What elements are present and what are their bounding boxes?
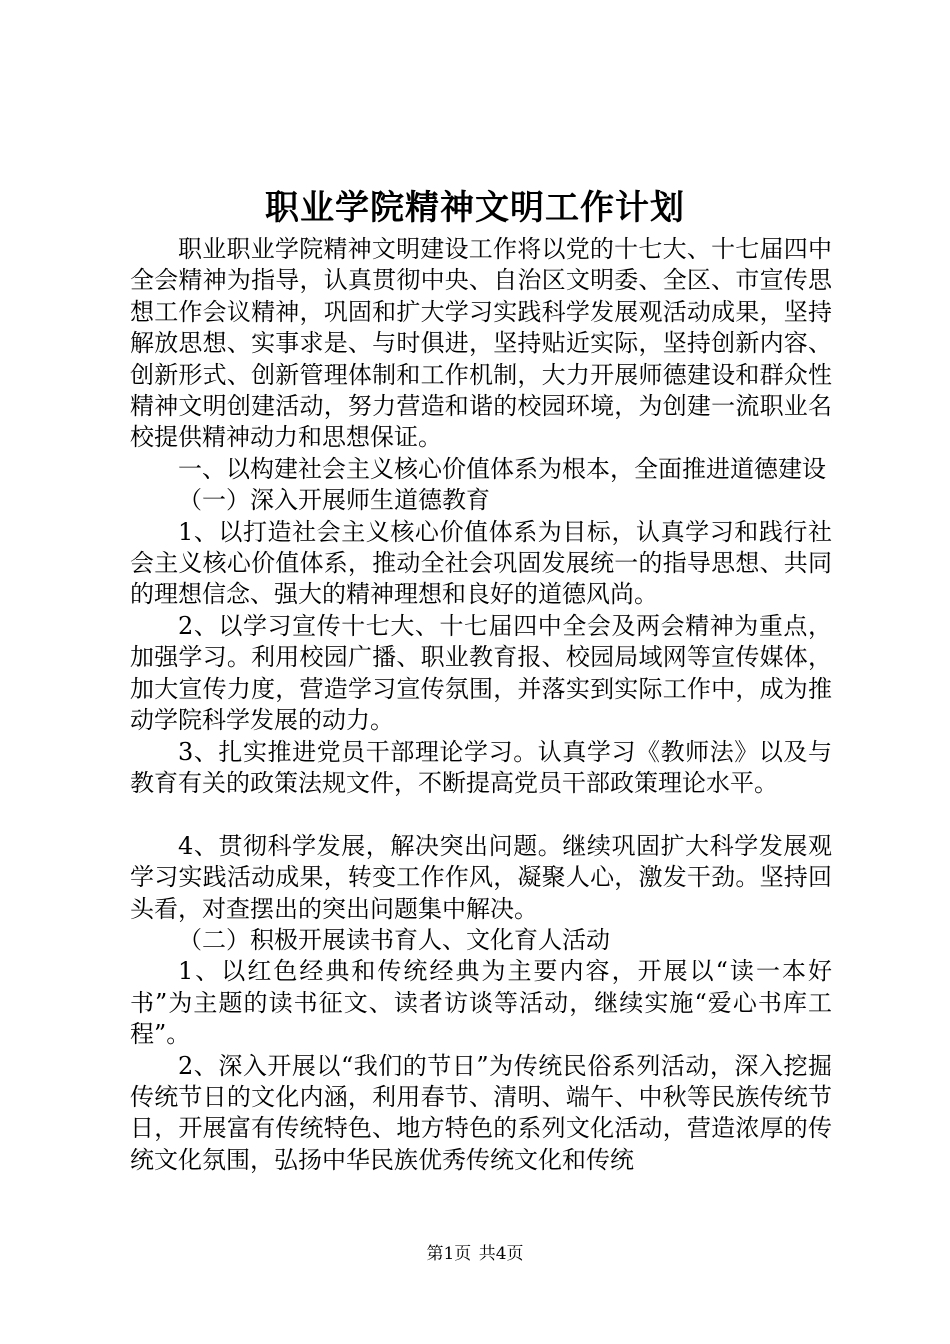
document-body xyxy=(130,234,832,1176)
item-paragraph: 1、以红色经典和传统经典为主要内容，开展以“读一本好书”为主题的读书征文、读者访谈等活动，继续实施“爱心书库工程”。 xyxy=(130,957,832,1049)
page-footer xyxy=(0,1243,950,1265)
paragraph-spacer xyxy=(130,799,832,830)
item-paragraph: 3、扎实推进党员干部理论学习。认真学习《教师法》以及与教育有关的政策法规文件，不断提高党员干部政策理论水平。 xyxy=(130,737,832,797)
item-paragraph: 2、以学习宣传十七大、十七届四中全会及两会精神为重点，加强学习。利用校园广播、职业教育报、校园局域网等宣传媒体，加大宣传力度，营造学习宣传氛围，并落实到实际工作中，成为推动学院科学发展的动力。 xyxy=(130,611,832,735)
item-paragraph: 2、深入开展以“我们的节日”为传统民俗系列活动，深入挖掘传统节日的文化内涵，利用春节、清明、端午、中秋等民族传统节日，开展富有传统特色、地方特色的系列文化活动，营造浓厚的传统文化氛围，弘扬中华民族优秀传统文化和传统 xyxy=(130,1051,832,1174)
item-paragraph: 4、贯彻科学发展，解决突出问题。继续巩固扩大科学发展观学习实践活动成果，转变工作作风，凝聚人心，激发干劲。坚持回头看，对查摆出的突出问题集中解决。 xyxy=(130,831,832,923)
page-number: 第1页 xyxy=(426,1244,472,1264)
section-heading-1: 一、以构建社会主义核心价值体系为根本，全面推进道德建设 xyxy=(178,454,826,483)
page-total: 共4页 xyxy=(478,1244,524,1264)
page-title: 职业学院精神文明工作计划 xyxy=(265,188,685,228)
subsection-heading-1: （一）深入开展师生道德教育 xyxy=(178,486,490,515)
subsection-heading-2: （二）积极开展读书育人、文化育人活动 xyxy=(178,925,610,954)
intro-paragraph: 职业职业学院精神文明建设工作将以党的十七大、十七届四中全会精神为指导，认真贯彻中央、自治区文明委、全区、市宣传思想工作会议精神，巩固和扩大学习实践科学发展观活动成果，坚持解放思想、实事求是、与时俱进，坚持贴近实际，坚持创新内容、创新形式、创新管理体制和工作机制，大力开展师德建设和群众性精神文明创建活动，努力营造和谐的校园环境，为创建一流职业名校提供精神动力和思想保证。 xyxy=(130,235,832,452)
item-paragraph: 1、以打造社会主义核心价值体系为目标，认真学习和践行社会主义核心价值体系，推动全社会巩固发展统一的指导思想、共同的理想信念、强大的精神理想和良好的道德风尚。 xyxy=(130,517,832,609)
